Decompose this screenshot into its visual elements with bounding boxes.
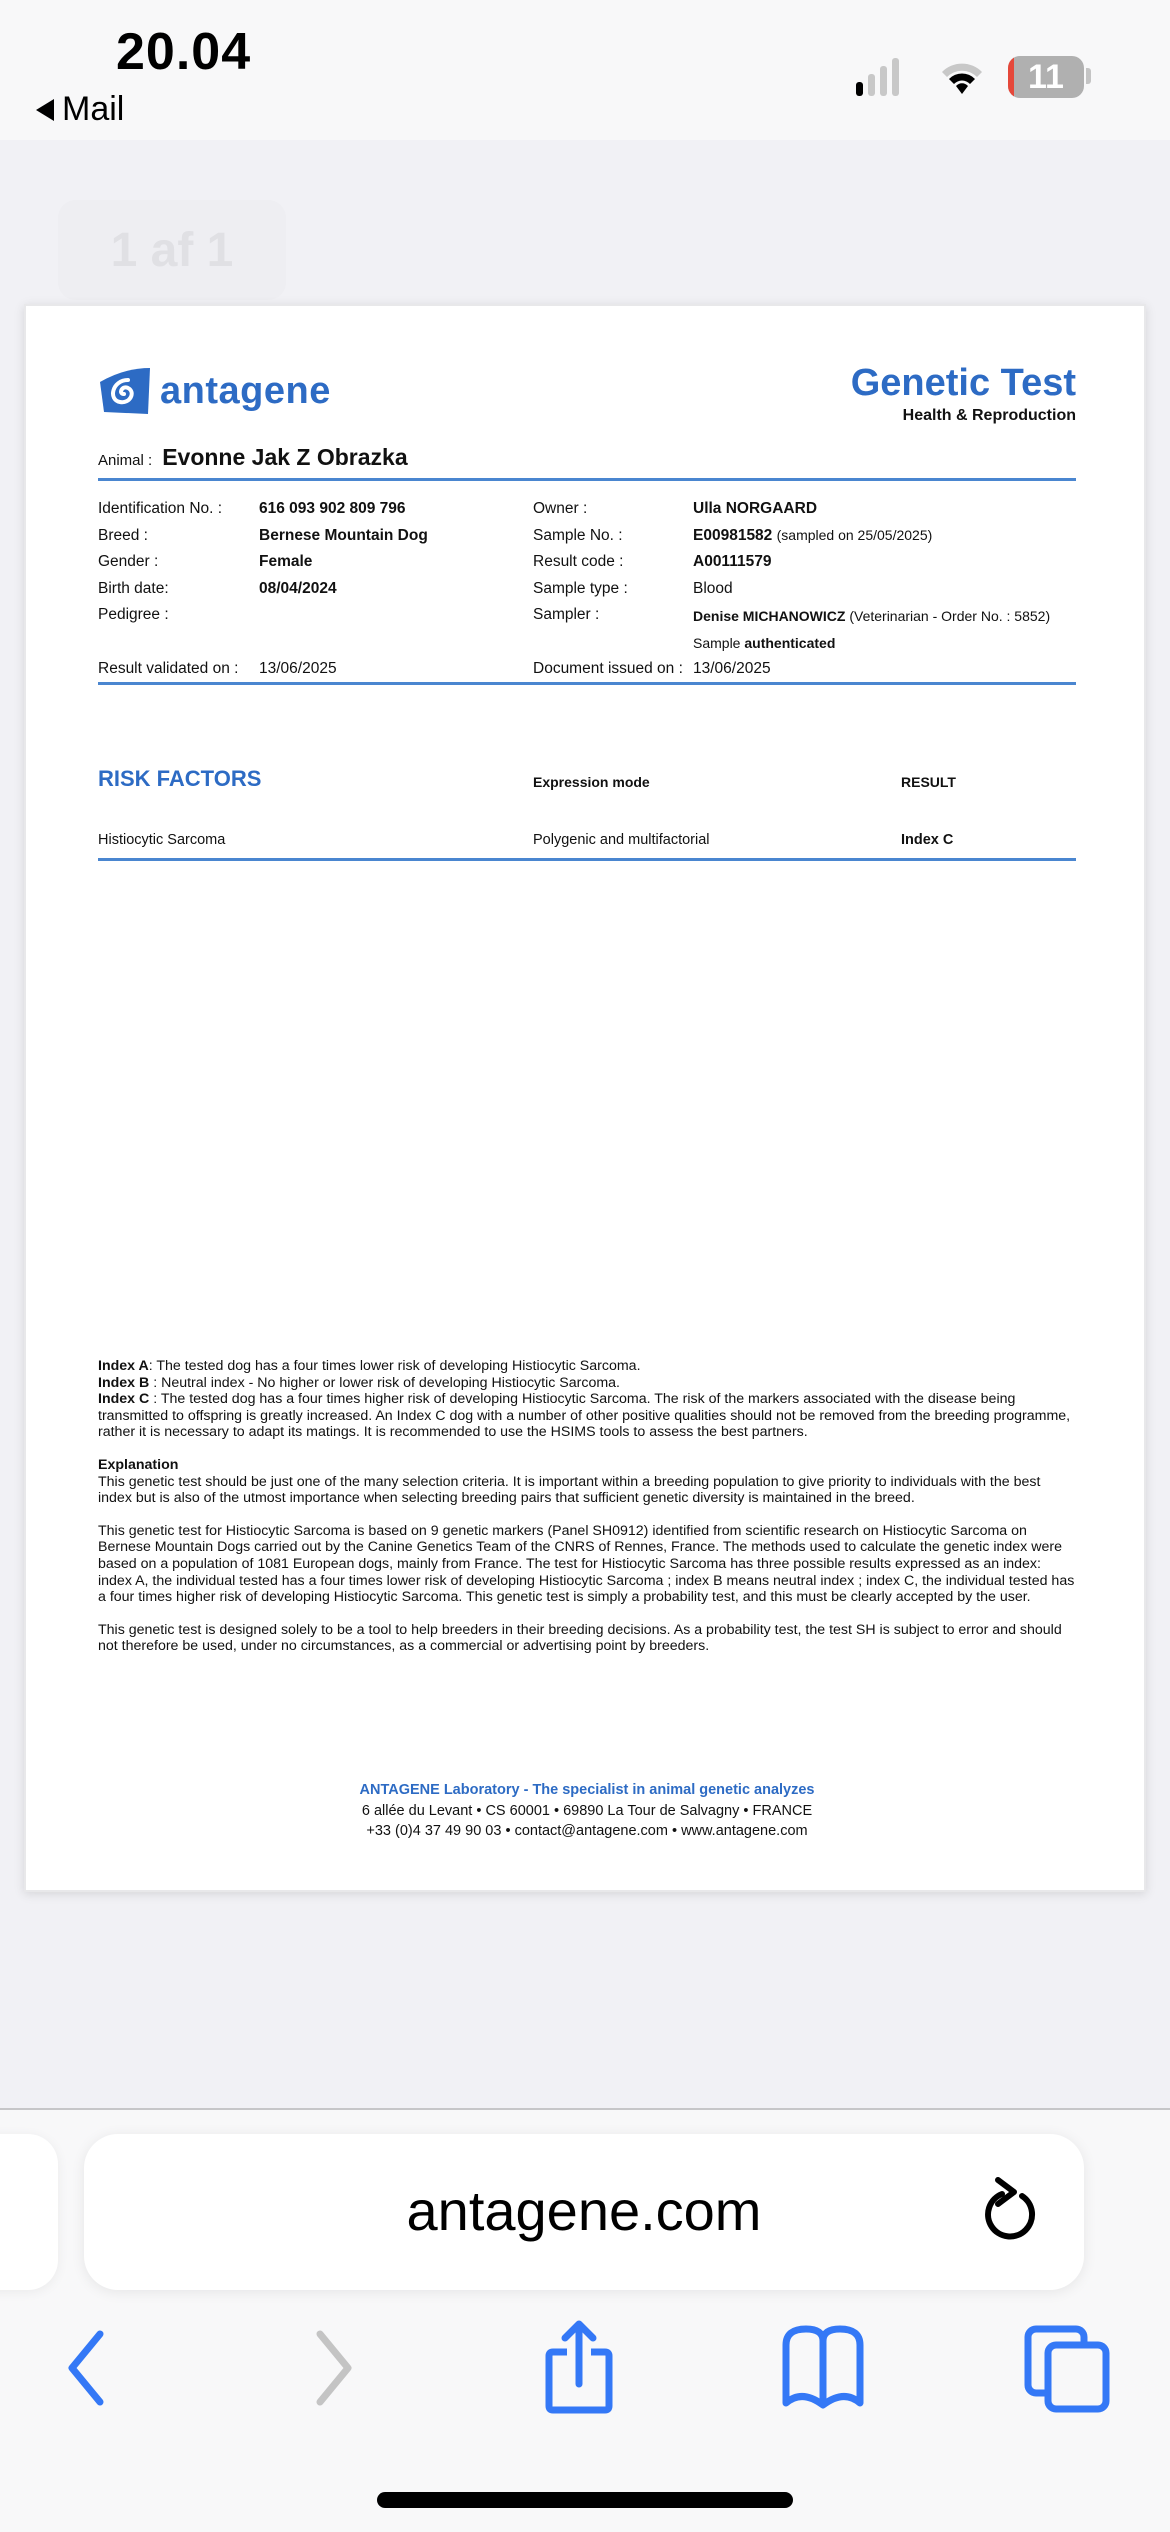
battery-level: 11: [1028, 57, 1064, 96]
field-result-validated: Result validated on : 13/06/2025: [98, 660, 337, 677]
status-bar: [0, 0, 1170, 140]
forward-icon: [310, 2328, 360, 2408]
field-breed: Breed : Bernese Mountain Dog: [98, 527, 428, 544]
divider: [98, 682, 1076, 685]
explanation: Explanation This genetic test should be just one of the many selection criteria. It is important within a breeding population to give priority to individuals with the best index but is also of the utmost importance when selecting breeding pairs that sufficient genetic diversity is maintained in the breed.: [98, 1456, 1041, 1507]
risk-factor-expression: Polygenic and multifactorial: [533, 832, 710, 848]
risk-factors-title: RISK FACTORS: [98, 766, 262, 791]
index-notes: [98, 1358, 1076, 1671]
back-button[interactable]: [40, 2318, 130, 2418]
field-birth-date: Birth date: 08/04/2024: [98, 580, 337, 597]
divider: [98, 478, 1076, 481]
animal-label: Animal :: [98, 452, 153, 469]
home-indicator[interactable]: [377, 2492, 793, 2508]
risk-factor-name: Histiocytic Sarcoma: [98, 832, 226, 848]
risk-factor-result: Index C: [901, 832, 954, 848]
expression-mode-header: Expression mode: [533, 774, 650, 790]
antagene-logo: [98, 366, 331, 416]
footer-contact: +33 (0)4 37 49 90 03 • contact@antagene.com • www.antagene.com: [366, 1823, 808, 1839]
animal-name: Evonne Jak Z Obrazka: [162, 444, 408, 470]
battery-tip: [1086, 68, 1091, 84]
wifi-icon: [940, 58, 984, 98]
tabs-button[interactable]: [1022, 2318, 1112, 2418]
back-icon: [60, 2328, 110, 2408]
field-document-issued: Document issued on : 13/06/2025: [533, 660, 771, 677]
tabs-icon: [1022, 2323, 1112, 2413]
document-title-block: [851, 362, 1076, 425]
field-result-code: Result code : A00111579: [533, 553, 772, 570]
disclaimer-paragraph: This genetic test is designed solely to be a tool to help breeders in their breeding decisions. As a probability test, the test SH is subject to error and should not therefore be used, under no circumstances, as a commercial or advertising point by breeders.: [98, 1621, 1062, 1655]
index-legend: Index A: The tested dog has a four times lower risk of developing Histiocytic Sarcoma. Index B : Neutral index - No higher or lower risk of developing Histiocytic Sarcoma. Index C : The tested dog has a four times higher risk of developing Histiocytic Sarcoma. The risk of the markers associated with the disease being transmitted to offspring is greatly increased. An Index C dog with a number of other positive qualities should not be removed from the breeding programme, rather it is necessary to adapt its matings. It is recommended to use the HSIMS tools to assess the best partners.: [98, 1358, 1071, 1441]
bookmarks-icon: [778, 2323, 868, 2413]
page-indicator: 1 af 1: [58, 200, 286, 300]
brand-name: antagene: [160, 369, 331, 412]
browser-toolbar: [0, 2108, 1170, 2532]
previous-tab-preview[interactable]: [0, 2134, 58, 2290]
field-identification: Identification No. : 616 093 902 809 796: [98, 500, 406, 517]
document-title: Genetic Test: [850, 362, 1076, 404]
antagene-logo-icon: [98, 366, 152, 416]
cellular-signal-icon: [856, 58, 899, 96]
animal-row: [98, 444, 408, 471]
field-sampler: Sampler : Denise MICHANOWICZ (Veterinarian - Order No. : 5852): [533, 606, 1051, 624]
divider: [98, 858, 1076, 861]
share-button[interactable]: [534, 2318, 624, 2418]
back-to-mail-button[interactable]: [36, 90, 124, 129]
field-sample-no: Sample No. : E00981582 (sampled on 25/05/2025): [533, 527, 933, 544]
reload-icon[interactable]: [978, 2174, 1048, 2246]
back-label: Mail: [62, 90, 125, 128]
share-icon: [539, 2318, 619, 2418]
result-header: RESULT: [901, 774, 956, 790]
method-paragraph: This genetic test for Histiocytic Sarcoma is based on 9 genetic markers (Panel SH0912) identified from scientific research on Histiocytic Sarcoma on Bernese Mountain Dogs carried out by the Canine Genetics Team of the CNRS of Rennes, France. The methods used to calculate the genetic index were based on a population of 1081 European dogs, mainly from France. The test for Histiocytic Sarcoma has three possible results expressed as an index: index A, the individual tested has a four times lower risk of developing Histiocytic Sarcoma ; index B means neutral index ; index C, the individual tested has a four times higher risk of developing Histiocytic Sarcoma. This genetic test is simply a probability test, and this must be clearly accepted by the user.: [98, 1522, 1075, 1606]
field-gender: Gender : Female: [98, 553, 313, 570]
footer-lab-name: ANTAGENE Laboratory - The specialist in animal genetic analyzes: [359, 1782, 815, 1798]
field-sample-type: Sample type : Blood: [533, 580, 733, 597]
back-triangle-icon: [36, 99, 54, 121]
battery-icon: [1008, 56, 1084, 98]
field-owner: Owner : Ulla NORGAARD: [533, 500, 818, 517]
document-footer: [98, 1780, 1076, 1842]
pdf-page: antagene Genetic Test Health & Reproduction Animal : Evonne Jak Z Obrazka Identification No. : 616 093 902 809 796 Breed : Bernese Mountain Dog Gender : Female Birth date: 08/04/2024 Pedigree : Result validated on : 13/06/2025 Owner : Ulla NORGAARD Sample No. : E00981582 (sampled on 25/05/2025) Result code : A00111579 Sample type : Blood Sampler : Denise MICHANOWICZ (Veterinarian - Order No. : 5852) Sample authenticated Document issued on : 13/06/2025 RISK FACTORS Expression mode RESULT Histiocytic Sarcoma Polygenic and multifactorial Index C Index A: The tested dog has a four times lower risk of developing Histiocytic Sarcoma. Index B : Neutral index - No higher or lower risk of developing Histiocytic Sarcoma. Index C : The tested dog has a four times higher risk of developing Histiocytic Sarcoma. The risk of the markers associated with the disease being transmitted to offspring is greatly increased. An Index C dog with a number of other positive qualities should not be removed from the breeding programme, rather it is necessary to adapt its matings. It is recommended to use the HSIMS tools to assess the best partners. Explanation This genetic test should be just one of the many selection criteria. It is important within a breeding population to give priority to individuals with the best index but is also of the utmost importance when selecting breeding pairs that sufficient genetic diversity is maintained in the breed. This genetic test for Histiocytic Sarcoma is based on 9 genetic markers (Panel SH0912) identified from scientific research on Histiocytic Sarcoma on Bernese Mountain Dogs carried out by the Canine Genetics Team of the CNRS of Rennes, France. The methods used to calculate the genetic index were based on a population of 1081 European dogs, mainly from France. The test for Histiocytic Sarcoma has three possible results expressed as an index: index A, the individual tested has a four times lower risk of developing Histiocytic Sarcoma ; index B means neutral index ; index C, the individual tested has a four times higher risk of developing Histiocytic Sarcoma. This genetic test is simply a probability test, and this must be clearly accepted by the user. This genetic test is designed solely to be a tool to help breeders in their breeding decisions. As a probability test, the test SH is subject to error and should not therefore be used, under no circumstances, as a commercial or advertising point by breeders. ANTAGENE Laboratory - The specialist in animal genetic analyzes 6 allée du Levant • CS 60001 • 69890 La Tour de Salvagny • FRANCE +33 (0)4 37 49 90 03 • contact@antagene.com • www.antagene.com: [24, 304, 1146, 1892]
footer-address: 6 allée du Levant • CS 60001 • 69890 La Tour de Salvagny • FRANCE: [361, 1802, 813, 1819]
address-bar[interactable]: [84, 2134, 1084, 2290]
clock: 20.04: [116, 23, 252, 81]
field-pedigree: Pedigree :: [98, 606, 169, 623]
bookmarks-button[interactable]: [778, 2318, 868, 2418]
url-text[interactable]: antagene.com: [406, 2179, 762, 2242]
forward-button[interactable]: [290, 2318, 380, 2418]
document-subtitle: Health & Reproduction: [902, 407, 1076, 424]
